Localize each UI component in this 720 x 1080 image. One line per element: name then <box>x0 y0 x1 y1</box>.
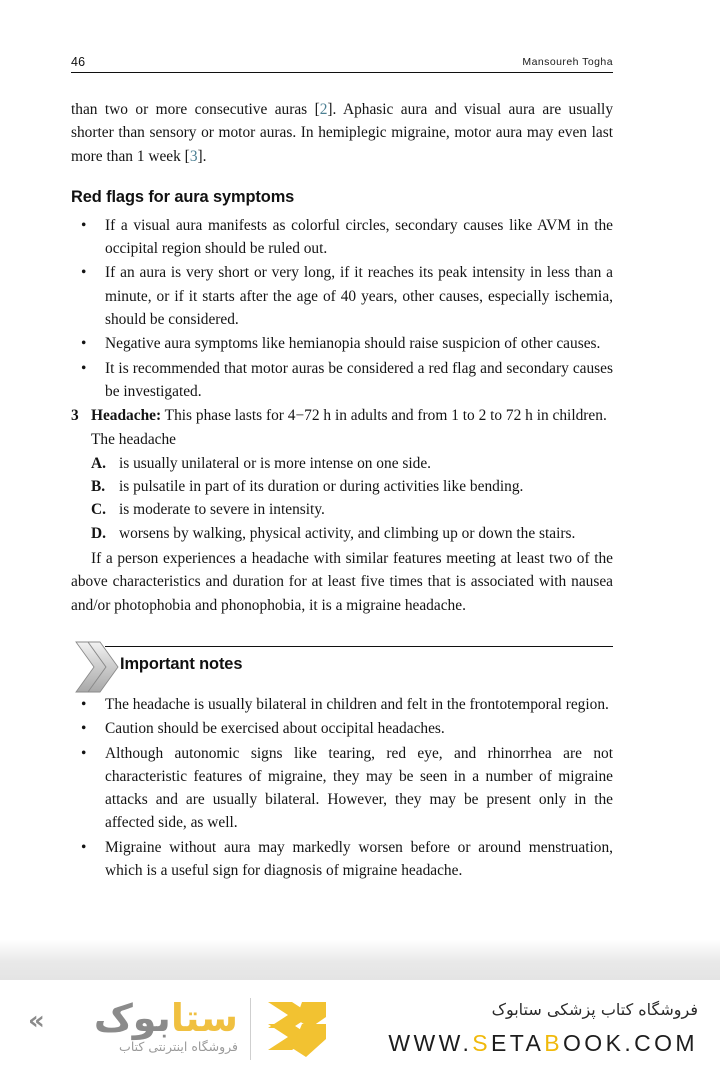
logo-subtitle: فروشگاه اینترنتی کتاب <box>119 1039 238 1054</box>
list-item <box>71 475 613 498</box>
list-item <box>71 693 613 716</box>
important-notes-list <box>71 693 613 882</box>
list-item-text: Migraine without aura may markedly worsen before or around menstruation, which is a useful sign for diagnosis of migraine headache. <box>105 838 613 880</box>
list-item <box>71 498 613 521</box>
intro-text-a: than two or more consecutive auras [ <box>71 101 320 118</box>
list-item <box>71 452 613 475</box>
logo-chevron-icon: « <box>28 1006 45 1036</box>
running-head <box>71 47 613 73</box>
phase-number: 3 <box>71 407 79 425</box>
list-item-text: It is recommended that motor auras be considered a red flag and secondary causes be investigated. <box>105 359 613 400</box>
criterion-text: is pulsatile in part of its duration or during activities like bending. <box>119 478 524 496</box>
phase-label: Headache: <box>91 407 162 425</box>
citation-3[interactable]: 3 <box>189 147 198 165</box>
logo-wordmark-yellow: ستا <box>170 996 238 1040</box>
list-item <box>71 717 613 740</box>
bullet-icon: • <box>81 359 87 377</box>
bullet-icon: • <box>81 838 87 856</box>
footer-tagline: فروشگاه کتاب پزشکی ستابوک <box>491 1000 698 1019</box>
logo-divider <box>250 998 251 1060</box>
bullet-icon: • <box>81 264 87 282</box>
url-letter-s: S <box>472 1030 492 1056</box>
logo-wordmark-gray: بوک <box>93 996 171 1040</box>
list-item <box>71 522 613 545</box>
criterion-letter: B. <box>91 478 106 496</box>
url-prefix: WWW. <box>388 1030 473 1056</box>
important-notes-callout <box>71 641 613 693</box>
callout-title: Important notes <box>120 654 243 673</box>
double-chevron-icon <box>75 641 119 693</box>
intro-text-c: ]. <box>197 147 207 165</box>
list-item-text: If an aura is very short or very long, if it reaches its peak intensity in less than a minute, or if it starts after the age of 40 years, other causes, especially ischemia, should be considered. <box>105 264 613 329</box>
logo-chevron-mark-icon <box>266 1000 328 1060</box>
summary-paragraph: If a person experiences a headache with similar features meeting at least two of the above characteristics and duration for at least five times that is associated with nausea and/or photophobia and phonophobia, it is a migraine headache. <box>71 550 613 614</box>
bullet-icon: • <box>81 744 87 762</box>
bullet-icon: • <box>81 720 87 738</box>
criterion-letter: D. <box>91 524 106 542</box>
page-number: 46 <box>71 55 86 69</box>
list-item <box>71 214 613 261</box>
list-item <box>71 332 613 355</box>
section-heading-red-flags: Red flags for aura symptoms <box>71 187 295 206</box>
setabook-logo[interactable] <box>28 992 328 1068</box>
citation-2[interactable]: 2 <box>319 101 328 118</box>
intro-text-b: ]. Aphasic aura and visual aura are usually shorter than sensory or motor auras. In hemiplegic migraine, motor aura may even last more than 1 week [ <box>71 101 614 165</box>
criterion-text: is usually unilateral or is more intense on one side. <box>119 454 432 472</box>
list-item-text: Although autonomic signs like tearing, red eye, and rhinorrhea are not characteristic features of migraine, they may be seen in a number of migraine attacks and are usually bilateral. However, they may be present only in the affected side, as well. <box>105 744 613 832</box>
url-suffix: OOK.COM <box>563 1030 698 1056</box>
red-flags-list <box>71 214 613 403</box>
list-item <box>71 836 613 883</box>
list-item-text: The headache is usually bilateral in children and felt in the frontotemporal region. <box>105 695 609 713</box>
list-item-text: If a visual aura manifests as colorful circles, secondary causes like AVM in the occipital region should be ruled out. <box>105 216 613 258</box>
criterion-text: is moderate to severe in intensity. <box>119 501 325 519</box>
bullet-icon: • <box>81 335 87 353</box>
list-item <box>71 261 613 331</box>
criterion-text: worsens by walking, physical activity, and climbing up or down the stairs. <box>119 524 576 542</box>
criterion-letter: C. <box>91 501 106 519</box>
footer-url[interactable] <box>360 1030 698 1057</box>
phase-text: This phase lasts for 4−72 h in adults and from 1 to 2 to 72 h in children. The headache <box>91 407 607 448</box>
intro-paragraph <box>71 98 613 168</box>
page-bottom-fade <box>0 940 720 980</box>
bullet-icon: • <box>81 695 87 713</box>
url-letter-b: B <box>544 1030 564 1056</box>
url-middle: ETA <box>491 1030 545 1056</box>
logo-wordmark <box>28 996 238 1040</box>
callout-top-rule <box>105 646 613 647</box>
criterion-letter: A. <box>91 454 106 472</box>
list-item-text: Caution should be exercised about occipital headaches. <box>105 720 445 738</box>
bullet-icon: • <box>81 216 87 234</box>
list-item <box>71 742 613 835</box>
phase-item-headache <box>71 404 613 451</box>
footer-watermark <box>0 980 720 1080</box>
headache-criteria-list <box>71 452 613 545</box>
running-head-author: Mansoureh Togha <box>522 56 613 68</box>
list-item-text: Negative aura symptoms like hemianopia should raise suspicion of other causes. <box>105 335 601 353</box>
list-item <box>71 357 613 404</box>
text-column <box>71 98 613 883</box>
